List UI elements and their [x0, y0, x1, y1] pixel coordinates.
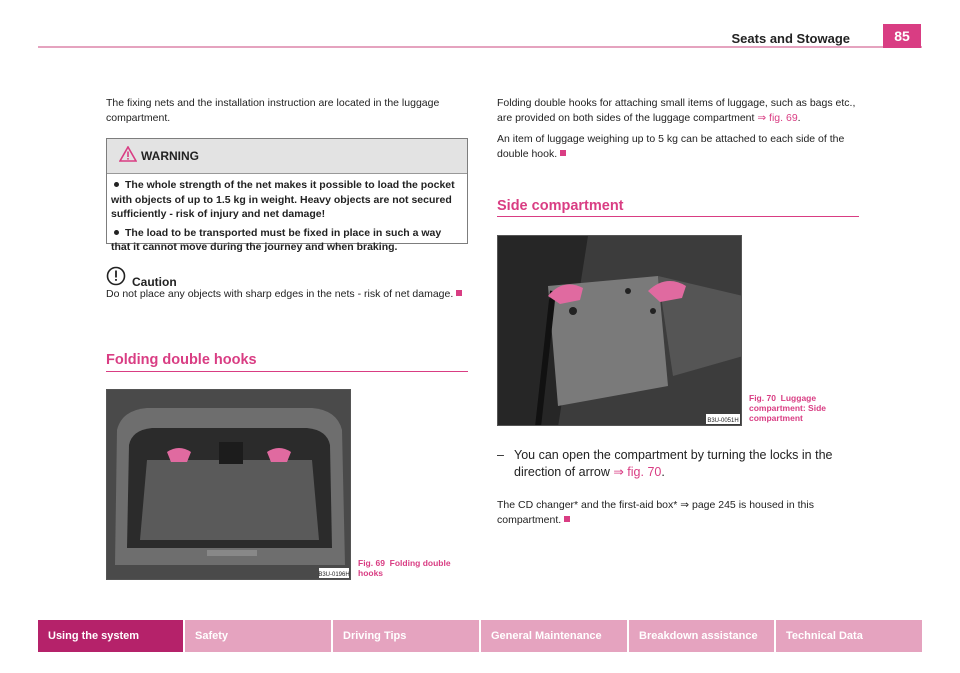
- figure-70-code: B3U-0051H: [707, 418, 739, 424]
- tab-breakdown-assistance[interactable]: Breakdown assistance: [629, 620, 776, 652]
- tab-using-the-system[interactable]: Using the system: [38, 620, 185, 652]
- caution-icon: [106, 266, 126, 289]
- fig-70-link[interactable]: ⇒ fig. 70: [613, 465, 662, 479]
- warning-item: The load to be transported must be fixed in place in such a way that it cannot move during the journey and when braking.: [111, 226, 442, 253]
- bullet-icon: [114, 230, 119, 235]
- page-title: Seats and Stowage: [731, 31, 850, 46]
- tab-technical-data[interactable]: Technical Data: [776, 620, 922, 652]
- instruction-step: – You can open the compartment by turning the locks in the direction of arrow ⇒ fig. 70.: [497, 448, 833, 479]
- footer-nav: [38, 620, 922, 652]
- bullet-icon: [114, 182, 119, 187]
- tab-general-maintenance[interactable]: General Maintenance: [481, 620, 629, 652]
- figure-69-image: [106, 389, 351, 580]
- caution-heading: Caution: [106, 266, 177, 289]
- intro-paragraph: The fixing nets and the installation instruction are located in the luggage compartment.: [106, 97, 440, 124]
- end-marker: [456, 290, 462, 296]
- hooks-paragraph: Folding double hooks for attaching small items of luggage, such as bags etc., are provided on both sides of the luggage compartment ⇒ fig. 69.: [497, 97, 856, 124]
- tab-safety[interactable]: Safety: [185, 620, 333, 652]
- warning-triangle-icon: [119, 146, 137, 167]
- step-dash: –: [497, 448, 504, 462]
- fig-69-link[interactable]: ⇒ fig. 69: [757, 111, 798, 124]
- warning-item: The whole strength of the net makes it possible to load the pocket with objects of up to 1.5 kg in weight. Heavy objects are not secured sufficiently - risk of injury and net damage!: [111, 179, 455, 220]
- figure-70-caption: Fig. 70 Luggage compartment: Side compartment: [749, 393, 826, 423]
- end-marker: [564, 516, 570, 522]
- tab-driving-tips[interactable]: Driving Tips: [333, 620, 481, 652]
- section-rule: [497, 216, 859, 217]
- figure-70-image: [497, 235, 742, 426]
- cd-changer-paragraph: The CD changer* and the first-aid box* ⇒ page 245 is housed in this compartment.: [497, 499, 814, 526]
- end-marker: [560, 150, 566, 156]
- figure-69-code: B3U-0196H: [318, 572, 350, 578]
- warning-box: [106, 138, 468, 253]
- figure-69-caption: Fig. 69 Folding double hooks: [358, 558, 451, 578]
- caution-text: Do not place any objects with sharp edges in the nets - risk of net damage.: [106, 287, 468, 302]
- section-title-folding-hooks: Folding double hooks: [106, 352, 257, 368]
- section-rule: [106, 371, 468, 372]
- section-title-side-compartment: Side compartment: [497, 198, 624, 214]
- page-number: 85: [883, 24, 921, 48]
- header-rule: [38, 46, 922, 48]
- weight-paragraph: An item of luggage weighing up to 5 kg can be attached to each side of the double hook.: [497, 133, 845, 160]
- warning-title: WARNING: [141, 149, 199, 163]
